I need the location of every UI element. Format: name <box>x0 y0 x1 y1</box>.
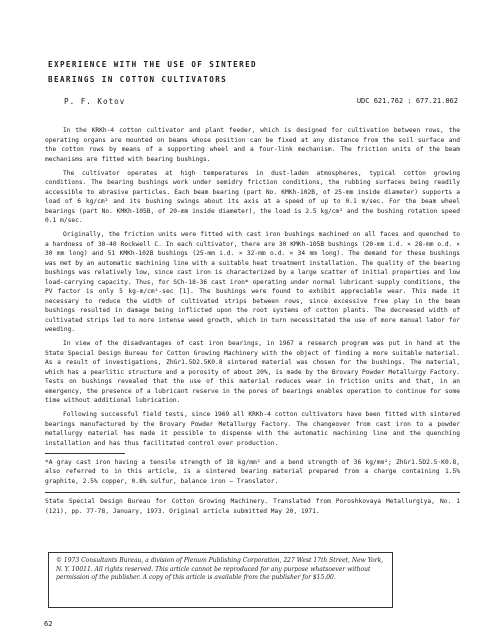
footnote-divider <box>45 453 125 454</box>
affiliation-divider <box>45 492 460 493</box>
affiliation-text: State Special Design Bureau for Cotton Growing Machinery. Translated from Poroshkovaya Metallurgiya, No. 1 (121), pp. 77-78, January, 1973. Original article submitted May 20, 1971. <box>45 498 460 515</box>
footnote <box>45 458 460 487</box>
article-title-line-2: BEARINGS IN COTTON CULTIVATORS <box>48 75 228 84</box>
footnote-text: *A gray cast iron having a tensile strength of 18 kg/mm² and a bend strength of 36 kg/mm²; ZhGr1.5D2.5·K0.8, also referred to in this article, is a sintered bearing material prepared from a charge containing 1.5% graphite, 2.5% copper, 0.8% sulfur, balance iron – Translator. <box>45 458 460 485</box>
paragraph-3: Originally, the friction units were fitted with cast iron bushings machined on all faces and quenched to a hardness of 30-40 Rockwell C. In each cultivator, there are 30 KMKh-105B bushings (20-mm i.d. × 28-mm o.d. × 30 mm long) and 51 KMKh-102B bushings (25-mm i.d. × 32-mm o.d. × 34 mm long). The demand for these bushings was met by an automatic machining line with a suitable heat treatment installation. The quality of the bearing bushings was relatively low, since cast iron is characterized by a large scatter of initial properties and low load-carrying capacity. Thus, for SCh-18-36 cast iron* operating under normal lubricant supply conditions, the PV factor is only 5 kg-m/cm²-sec [1]. The bushings were found to exhibit appreciable wear. This made it necessary to reduce the width of cultivated strips between rows, since excessive free play in the beam bushings resulted in damage being inflicted upon the root systems of cotton plants. The decreased width of cultivated strips led to more intense weed growth, which in turn necessitated the use of more manual labor for weeding. <box>45 231 460 333</box>
copyright-box <box>48 552 393 608</box>
article-body <box>45 126 460 516</box>
paragraph-1: In the KRKh-4 cotton cultivator and plant feeder, which is designed for cultivation between rows, the operating organs are mounted on beams whose position can be fixed at any distance from the soil surface and the cotton rows by means of a supporting wheel and a four-link mechanism. The friction units of the beam mechanisms are fitted with bearing bushings. <box>45 127 460 163</box>
affiliation <box>45 497 460 516</box>
article-title <box>48 57 448 87</box>
paragraph-5: Following successful field tests, since 1969 all KRKh-4 cotton cultivators have been fitted with sintered bearings manufactured by the Brovary Powder Metallurgy Factory. The changeover from cast iron to a powder metallurgy material has made it possible to dispense with the automatic machining line and the quenching installation and has thus facilitated control over production. <box>45 411 460 447</box>
udc-code: UDC 621.762 : 677.21.062 <box>356 97 458 105</box>
page-number: 62 <box>44 620 53 628</box>
copyright-text: © 1973 Consultants Bureau, a division of Plenum Publishing Corporation, 227 West 17th Street, New York, N. Y. 10011. All rights reserved. This article cannot be reproduced for any purpose whatsoever without permission of the publisher. A copy of this article is available from the publisher for $15.00. <box>56 557 384 582</box>
author-name: P. F. Kotov <box>64 97 126 106</box>
paragraph-2: The cultivator operates at high temperatures in dust-laden atmospheres, typical cotton growing conditions. The bearing bushings work under semidry friction conditions, the rubbing surfaces being readily accessible to abrasive particles. Each beam bearing (part No. KMKh-102B, of 25-mm inside diameter) supports a load of 6 kg/cm² and its bushing swings about its axis at a speed of up to 0.1 m/sec. For the beam wheel bearings (part No. KMKh-105B, of 20-mm inside diameter), the load is 2.5 kg/cm² and the bushing rotation speed 0.1 m/sec. <box>45 169 460 224</box>
article-title-line-1: EXPERIENCE WITH THE USE OF SINTERED <box>48 60 258 69</box>
paragraph-4: In view of the disadvantages of cast iron bearings, in 1967 a research program was put in hand at the State Special Design Bureau for Cotton Growing Machinery with the object of finding a more suitable material. As a result of investigations, ZhGr1.5D2.5K0.8 sintered material was chosen for the bushings. The material, which has a pearlitic structure and a porosity of about 20%, is made by the Brovary Powder Metallurgy Factory. Tests on bushings revealed that the use of this material reduces wear in friction units and that, in an emergency, the presence of a lubricant reserve in the pores of bearings enables operation to continue for some time without additional lubrication. <box>45 340 460 404</box>
